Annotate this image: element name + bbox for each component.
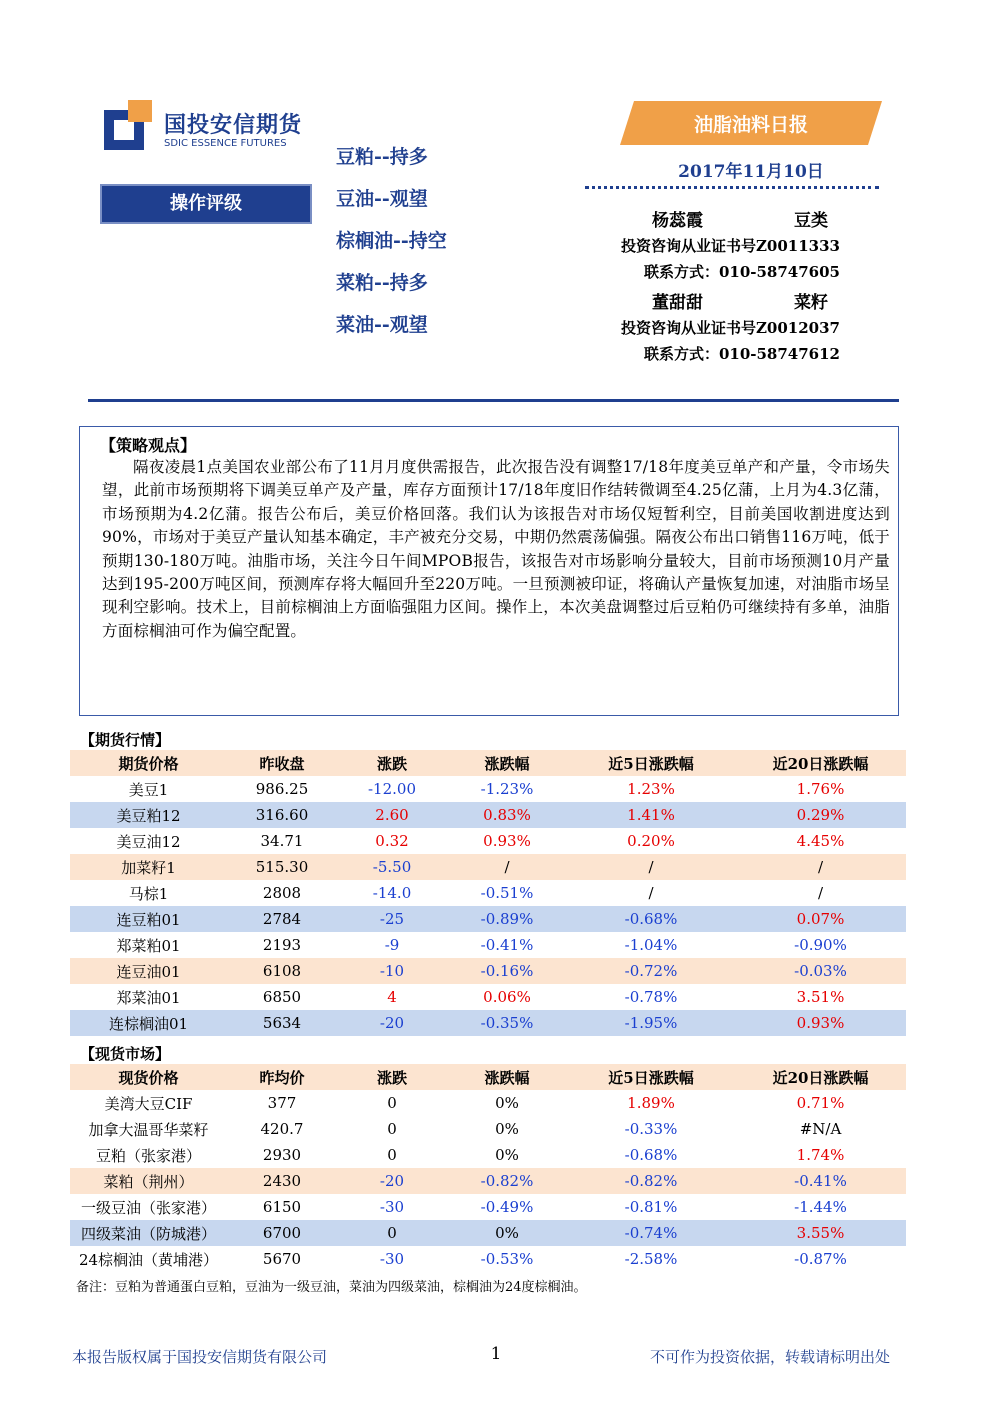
table-cell: -0.33%: [567, 1116, 735, 1142]
table-cell: 1.41%: [567, 802, 735, 828]
analyst-2-sector: 菜籽: [794, 293, 828, 313]
table-cell: -1.44%: [735, 1194, 906, 1220]
row-label: 美豆1: [70, 776, 227, 802]
row-label: 菜粕（荆州）: [70, 1168, 227, 1194]
table-cell: -20: [337, 1010, 447, 1036]
table-cell: 0%: [447, 1142, 567, 1168]
table-cell: 4: [337, 984, 447, 1010]
table-row: [70, 1246, 906, 1272]
logo-mark-icon: [104, 100, 152, 150]
table-cell: -25: [337, 906, 447, 932]
rating-soymeal: 豆粕--持多: [336, 146, 428, 168]
spot-table: [70, 1064, 906, 1272]
dotted-divider: [585, 186, 879, 189]
spot-section-title: 【现货市场】: [80, 1045, 171, 1063]
row-label: 连棕榈油01: [70, 1010, 227, 1036]
table-cell: 0.32: [337, 828, 447, 854]
table-cell: 0: [337, 1090, 447, 1116]
table-cell: -10: [337, 958, 447, 984]
strategy-box: [79, 426, 899, 716]
table-cell: -1.04%: [567, 932, 735, 958]
table-cell: -0.35%: [447, 1010, 567, 1036]
company-logo: [104, 100, 324, 152]
table-cell: -2.58%: [567, 1246, 735, 1272]
row-label: 加拿大温哥华菜籽: [70, 1116, 227, 1142]
column-header: 涨跌幅: [447, 1064, 567, 1090]
report-date: 2017年11月10日: [678, 162, 824, 182]
table-cell: 377: [227, 1090, 337, 1116]
column-header: 昨收盘: [227, 750, 337, 776]
table-cell: -30: [337, 1246, 447, 1272]
table-cell: -14.0: [337, 880, 447, 906]
table-row: [70, 984, 906, 1010]
table-cell: 0%: [447, 1090, 567, 1116]
table-cell: -20: [337, 1168, 447, 1194]
table-cell: -0.16%: [447, 958, 567, 984]
column-header: 昨均价: [227, 1064, 337, 1090]
rating-label-box: 操作评级: [100, 184, 312, 224]
table-cell: /: [735, 854, 906, 880]
table-cell: -0.90%: [735, 932, 906, 958]
report-title-banner: [620, 101, 882, 145]
table-cell: #N/A: [735, 1116, 906, 1142]
table-cell: 6700: [227, 1220, 337, 1246]
analyst-2-license: 投资咨询从业证书号Z0012037: [620, 319, 840, 337]
table-cell: 2808: [227, 880, 337, 906]
column-header: 近5日涨跌幅: [567, 1064, 735, 1090]
analyst-2-contact: 联系方式：010-58747612: [643, 345, 840, 363]
logo-chinese-name: 国投安信期货: [164, 113, 303, 138]
table-cell: 3.55%: [735, 1220, 906, 1246]
table-cell: -0.78%: [567, 984, 735, 1010]
table-cell: -0.49%: [447, 1194, 567, 1220]
table-cell: 5670: [227, 1246, 337, 1272]
table-cell: -0.41%: [447, 932, 567, 958]
table-row: [70, 1090, 906, 1116]
table-cell: -0.53%: [447, 1246, 567, 1272]
table-cell: 0: [337, 1220, 447, 1246]
table-cell: 0.06%: [447, 984, 567, 1010]
table-cell: 34.71: [227, 828, 337, 854]
table-cell: 0.93%: [447, 828, 567, 854]
table-cell: 3.51%: [735, 984, 906, 1010]
table-row: [70, 958, 906, 984]
row-label: 美豆粕12: [70, 802, 227, 828]
row-label: 24棕榈油（黄埔港）: [70, 1246, 227, 1272]
table-cell: 0%: [447, 1116, 567, 1142]
table-cell: 515.30: [227, 854, 337, 880]
table-cell: -0.74%: [567, 1220, 735, 1246]
table-cell: 6108: [227, 958, 337, 984]
table-cell: /: [735, 880, 906, 906]
table-row: [70, 1116, 906, 1142]
table-cell: 0: [337, 1116, 447, 1142]
table-cell: 0.20%: [567, 828, 735, 854]
table-cell: /: [567, 880, 735, 906]
table-row: [70, 1220, 906, 1246]
analyst-1-contact: 联系方式：010-58747605: [643, 263, 840, 281]
futures-table: [70, 750, 906, 1036]
table-cell: 2430: [227, 1168, 337, 1194]
header-divider: [88, 399, 899, 402]
rating-rapemeal: 菜粕--持多: [336, 272, 428, 294]
table-cell: -0.51%: [447, 880, 567, 906]
strategy-text: 隔夜凌晨1点美国农业部公布了11月月度供需报告，此次报告没有调整17/18年度美豆单产和产量，令市场失望，此前市场预期将下调美豆单产及产量，库存方面预计17/18年度旧作结转微调至4.25亿蒲，上月为4.3亿蒲，市场预期为4.2亿蒲。报告公布后，美豆价格回落。我们认为该报告对市场仅短暂利空，目前美国收割进度达到90%，市场对于美豆产量认知基本确定，丰产被充分交易，中期仍然震荡偏强。隔夜公布出口销售116万吨，低于预期130-180万吨。油脂市场，关注今日午间MPOB报告，该报告对市场影响分量较大，目前市场预测10月产量达到195-200万吨区间，预测库存将大幅回升至220万吨。一旦预测被印证，将确认产量恢复加速，对油脂市场呈现利空影响。技术上，目前棕榈油上方面临强阻力区间。操作上，本次美盘调整过后豆粕仍可继续持有多单，油脂方面棕榈油可作为偏空配置。: [102, 458, 890, 640]
table-cell: 2193: [227, 932, 337, 958]
footer-copyright: 本报告版权属于国投安信期货有限公司: [72, 1348, 328, 1366]
table-cell: 0.93%: [735, 1010, 906, 1036]
table-cell: 2.60: [337, 802, 447, 828]
table-row: [70, 776, 906, 802]
table-cell: -0.82%: [567, 1168, 735, 1194]
table-cell: 2930: [227, 1142, 337, 1168]
table-cell: 0.29%: [735, 802, 906, 828]
table-cell: -0.41%: [735, 1168, 906, 1194]
table-cell: -1.23%: [447, 776, 567, 802]
table-cell: -5.50: [337, 854, 447, 880]
column-header: 涨跌: [337, 1064, 447, 1090]
row-label: 加菜籽1: [70, 854, 227, 880]
row-label: 马棕1: [70, 880, 227, 906]
rating-rapeoil: 菜油--观望: [336, 314, 428, 336]
table-cell: -30: [337, 1194, 447, 1220]
table-cell: 2784: [227, 906, 337, 932]
column-header: 近20日涨跌幅: [735, 1064, 906, 1090]
column-header: 涨跌幅: [447, 750, 567, 776]
table-note: 备注：豆粕为普通蛋白豆粕，豆油为一级豆油，菜油为四级菜油，棕榈油为24度棕榈油。: [76, 1280, 587, 1295]
table-cell: 1.76%: [735, 776, 906, 802]
analyst-1-sector: 豆类: [794, 211, 828, 231]
table-cell: -0.81%: [567, 1194, 735, 1220]
table-cell: 6150: [227, 1194, 337, 1220]
table-cell: 986.25: [227, 776, 337, 802]
row-label: 连豆粕01: [70, 906, 227, 932]
analyst-2-name: 董甜甜: [652, 293, 703, 313]
analyst-1-name: 杨蕊霞: [652, 211, 703, 231]
logo-english-name: SDIC ESSENCE FUTURES: [164, 138, 287, 149]
row-label: 郑菜粕01: [70, 932, 227, 958]
column-header: 近5日涨跌幅: [567, 750, 735, 776]
footer-disclaimer: 不可作为投资依据，转载请标明出处: [650, 1348, 891, 1366]
table-cell: 316.60: [227, 802, 337, 828]
table-cell: 0.07%: [735, 906, 906, 932]
table-cell: -0.72%: [567, 958, 735, 984]
column-header: 期货价格: [70, 750, 227, 776]
table-row: [70, 932, 906, 958]
table-cell: 420.7: [227, 1116, 337, 1142]
rating-palmoil: 棕榈油--持空: [336, 230, 447, 252]
table-cell: /: [567, 854, 735, 880]
analyst-1-license: 投资咨询从业证书号Z0011333: [620, 237, 840, 255]
column-header: 涨跌: [337, 750, 447, 776]
table-cell: 1.89%: [567, 1090, 735, 1116]
table-cell: 0.71%: [735, 1090, 906, 1116]
row-label: 郑菜油01: [70, 984, 227, 1010]
table-row: [70, 1168, 906, 1194]
report-title: 油脂油料日报: [693, 114, 808, 136]
column-header: 现货价格: [70, 1064, 227, 1090]
table-row: [70, 1194, 906, 1220]
table-cell: -0.03%: [735, 958, 906, 984]
column-header: 近20日涨跌幅: [735, 750, 906, 776]
table-row: [70, 906, 906, 932]
table-row: [70, 1010, 906, 1036]
table-row: [70, 880, 906, 906]
row-label: 连豆油01: [70, 958, 227, 984]
table-row: [70, 854, 906, 880]
row-label: 美豆油12: [70, 828, 227, 854]
table-cell: 1.74%: [735, 1142, 906, 1168]
table-cell: 0.83%: [447, 802, 567, 828]
table-cell: -0.87%: [735, 1246, 906, 1272]
table-row: [70, 802, 906, 828]
table-cell: 1.23%: [567, 776, 735, 802]
table-cell: 5634: [227, 1010, 337, 1036]
table-cell: -12.00: [337, 776, 447, 802]
table-cell: 6850: [227, 984, 337, 1010]
table-row: [70, 1142, 906, 1168]
row-label: 一级豆油（张家港）: [70, 1194, 227, 1220]
table-cell: 0%: [447, 1220, 567, 1246]
table-cell: -0.82%: [447, 1168, 567, 1194]
table-cell: -1.95%: [567, 1010, 735, 1036]
futures-section-title: 【期货行情】: [80, 731, 171, 749]
row-label: 四级菜油（防城港）: [70, 1220, 227, 1246]
row-label: 豆粕（张家港）: [70, 1142, 227, 1168]
strategy-title: 【策略观点】: [100, 436, 197, 455]
table-cell: 4.45%: [735, 828, 906, 854]
table-cell: -0.68%: [567, 1142, 735, 1168]
table-cell: -0.89%: [447, 906, 567, 932]
table-row: [70, 828, 906, 854]
page-number: 1: [490, 1344, 502, 1364]
table-cell: -0.68%: [567, 906, 735, 932]
rating-soyoil: 豆油--观望: [336, 188, 428, 210]
table-cell: 0: [337, 1142, 447, 1168]
table-cell: /: [447, 854, 567, 880]
table-cell: -9: [337, 932, 447, 958]
row-label: 美湾大豆CIF: [70, 1090, 227, 1116]
